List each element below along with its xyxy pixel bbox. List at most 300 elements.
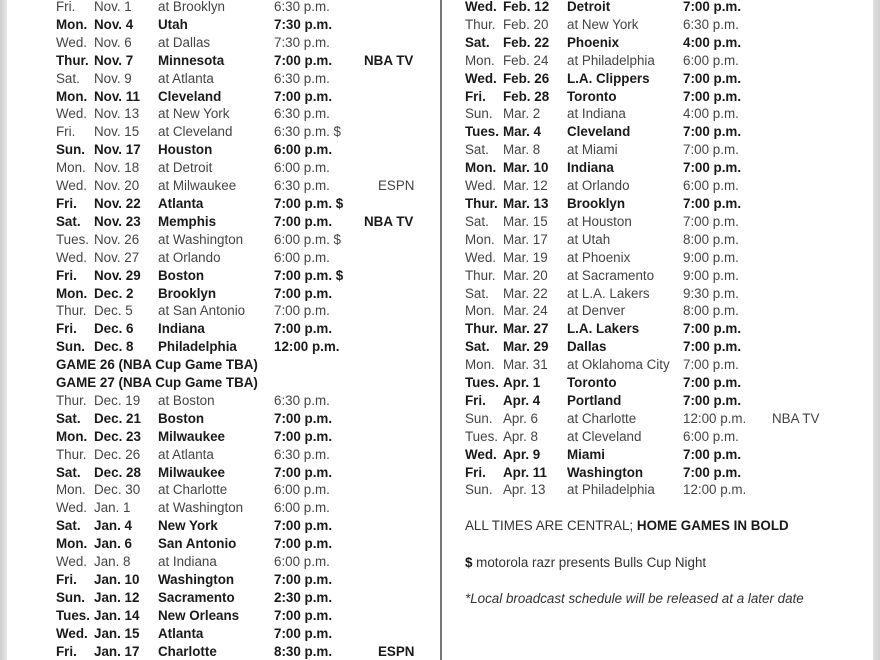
game-time: 7:00 p.m.	[274, 285, 333, 301]
game-date: Jan. 15	[94, 625, 140, 641]
game-time: 7:00 p.m. $	[274, 267, 344, 283]
game-opponent: at Sacramento	[567, 267, 655, 283]
game-day: Fri.	[56, 643, 77, 659]
game-row-away	[56, 446, 436, 464]
game-time: 6:00 p.m.	[683, 178, 739, 194]
game-date: Dec. 5	[94, 303, 133, 319]
game-day: Mon.	[56, 536, 88, 552]
game-time: 6:00 p.m.	[274, 249, 330, 265]
game-opponent: Charlotte	[158, 643, 217, 659]
column-divider	[440, 0, 442, 660]
game-date: Feb. 26	[503, 70, 550, 86]
game-time: 7:00 p.m.	[683, 464, 742, 480]
game-time: 7:00 p.m.	[274, 303, 330, 319]
game-row-home	[56, 589, 436, 607]
game-opponent: at Philadelphia	[567, 482, 655, 498]
game-date: Jan. 12	[94, 589, 140, 605]
game-row-away	[465, 267, 865, 285]
game-opponent: Houston	[158, 142, 213, 158]
game-row-home	[465, 195, 865, 213]
game-time: 6:00 p.m.	[274, 482, 330, 498]
game-day: Sat.	[56, 70, 80, 86]
game-time: 12:00 p.m.	[274, 339, 340, 355]
game-date: Nov. 26	[94, 231, 140, 247]
game-row-away	[56, 34, 436, 52]
tba-note-game-26: GAME 26 (NBA Cup Game TBA)	[56, 357, 258, 373]
game-row-away	[56, 481, 436, 499]
game-day: Tues.	[465, 428, 498, 444]
game-time: 7:00 p.m.	[683, 339, 742, 355]
game-opponent: Washington	[567, 464, 644, 480]
game-date: Jan. 6	[94, 536, 132, 552]
game-opponent: at Phoenix	[567, 249, 631, 265]
game-row-home	[465, 88, 865, 106]
page-edge-right	[873, 0, 880, 660]
game-date: Feb. 28	[503, 88, 550, 104]
game-opponent: at Orlando	[158, 249, 221, 265]
game-date: Jan. 1	[94, 500, 131, 516]
game-date: Mar. 24	[503, 303, 548, 319]
game-row-away	[465, 105, 865, 123]
game-opponent: L.A. Clippers	[567, 70, 650, 86]
game-row-away	[56, 392, 436, 410]
game-row-home	[465, 338, 865, 356]
game-date: Nov. 17	[94, 142, 141, 158]
game-date: Dec. 30	[94, 482, 141, 498]
game-row-home	[465, 34, 865, 52]
schedule-list-nov-dec	[56, 0, 436, 356]
game-tv-network: ESPN	[378, 178, 415, 194]
game-time: 6:30 p.m.	[274, 392, 330, 408]
game-day: Tues.	[56, 231, 89, 247]
game-time: 6:00 p.m.	[683, 428, 739, 444]
game-opponent: at Boston	[158, 392, 215, 408]
game-date: Nov. 13	[94, 106, 140, 122]
game-date: Mar. 8	[503, 142, 541, 158]
game-time: 7:00 p.m.	[683, 446, 742, 462]
game-row-home	[56, 141, 436, 159]
game-time: 4:00 p.m.	[683, 34, 742, 50]
game-row-away	[56, 123, 436, 141]
game-day: Thur.	[465, 267, 496, 283]
game-day: Mon.	[465, 52, 495, 68]
game-opponent: New Orleans	[158, 607, 240, 623]
game-opponent: at Dallas	[158, 34, 211, 50]
game-time: 7:00 p.m.	[274, 321, 333, 337]
game-tv-network: ESPN	[378, 643, 415, 659]
game-time: 8:00 p.m.	[683, 303, 739, 319]
game-row-home	[465, 0, 865, 16]
game-day: Fri.	[465, 464, 486, 480]
game-time: 6:30 p.m.	[274, 106, 330, 122]
game-time: 6:30 p.m.	[274, 446, 330, 462]
game-day: Sat.	[465, 285, 489, 301]
game-opponent: at Philadelphia	[567, 52, 655, 68]
game-date: Nov. 7	[94, 52, 134, 68]
game-date: Apr. 6	[503, 410, 538, 426]
game-opponent: Dallas	[567, 339, 607, 355]
schedule-list-dec-jan	[56, 392, 436, 660]
game-opponent: Boston	[158, 267, 205, 283]
game-time: 7:00 p.m.	[683, 195, 742, 211]
game-time: 7:00 p.m.	[683, 124, 742, 140]
game-day: Sun.	[465, 410, 493, 426]
game-opponent: Minnesota	[158, 52, 225, 68]
game-time: 4:00 p.m.	[683, 106, 739, 122]
game-opponent: at Washington	[158, 500, 244, 516]
game-opponent: San Antonio	[158, 536, 237, 552]
game-date: Mar. 29	[503, 339, 549, 355]
game-row-away	[56, 249, 436, 267]
game-day: Thur.	[465, 321, 498, 337]
game-date: Nov. 18	[94, 160, 140, 176]
game-date: Nov. 4	[94, 16, 134, 32]
game-date: Mar. 4	[503, 124, 541, 140]
game-day: Tues.	[465, 375, 499, 391]
game-opponent: at Denver	[567, 303, 626, 319]
game-time: 12:00 p.m.	[683, 410, 747, 426]
game-day: Thur.	[56, 303, 87, 319]
game-time: 7:00 p.m.	[274, 625, 333, 641]
game-row-away	[56, 231, 436, 249]
game-opponent: at Milwaukee	[158, 178, 237, 194]
game-opponent: at Cleveland	[158, 124, 233, 140]
game-date: Jan. 17	[94, 643, 140, 659]
game-row-home	[56, 571, 436, 589]
schedule-column-left	[56, 0, 436, 660]
game-day: Mon.	[56, 16, 88, 32]
game-day: Fri.	[56, 124, 76, 140]
game-row-away	[56, 177, 436, 195]
game-date: Dec. 28	[94, 464, 141, 480]
game-row-away	[56, 105, 436, 123]
game-row-home	[56, 195, 436, 213]
game-date: Mar. 13	[503, 195, 549, 211]
game-time: 7:00 p.m. $	[274, 195, 344, 211]
game-row-away	[56, 553, 436, 571]
game-day: Wed.	[56, 34, 88, 50]
game-date: Feb. 22	[503, 34, 550, 50]
game-date: Dec. 6	[94, 321, 134, 337]
game-opponent: Atlanta	[158, 625, 204, 641]
game-opponent: at San Antonio	[158, 303, 246, 319]
game-day: Thur.	[56, 446, 87, 462]
game-date: Feb. 12	[503, 0, 550, 14]
game-day: Fri.	[56, 195, 77, 211]
game-day: Fri.	[56, 267, 77, 283]
game-time: 6:30 p.m.	[274, 178, 330, 194]
game-day: Mon.	[465, 303, 495, 319]
game-time: 7:00 p.m.	[274, 410, 333, 426]
game-row-home	[56, 88, 436, 106]
game-opponent: Memphis	[158, 213, 217, 229]
game-opponent: Atlanta	[158, 195, 204, 211]
game-time: 2:30 p.m.	[274, 589, 333, 605]
game-time: 8:30 p.m.	[274, 643, 333, 659]
game-row-home	[56, 338, 436, 356]
game-row-away	[56, 159, 436, 177]
game-date: Nov. 23	[94, 213, 141, 229]
game-time: 7:00 p.m.	[683, 0, 742, 14]
game-time: 7:00 p.m.	[683, 392, 742, 408]
game-date: Jan. 8	[94, 554, 131, 570]
game-opponent: Milwaukee	[158, 428, 225, 444]
broadcast-note: *Local broadcast schedule will be released at a later date	[465, 591, 804, 606]
game-time: 7:00 p.m.	[274, 518, 333, 534]
game-time: 7:00 p.m.	[274, 464, 333, 480]
game-row-away	[465, 213, 865, 231]
game-day: Wed.	[56, 554, 88, 570]
game-time: 7:00 p.m.	[274, 52, 333, 68]
game-row-home	[465, 464, 865, 482]
game-opponent: Boston	[158, 410, 205, 426]
game-time: 12:00 p.m.	[683, 482, 747, 498]
game-date: Jan. 14	[94, 607, 140, 623]
game-date: Nov. 15	[94, 124, 140, 140]
game-opponent: at Oklahoma City	[567, 357, 670, 373]
game-row-home	[56, 410, 436, 428]
game-day: Sat.	[465, 34, 490, 50]
page-edge-left	[0, 0, 7, 660]
game-opponent: Detroit	[567, 0, 611, 14]
game-date: Apr. 8	[503, 428, 538, 444]
game-day: Wed.	[465, 446, 497, 462]
game-day: Wed.	[56, 178, 88, 194]
game-row-home	[56, 285, 436, 303]
game-row-home	[465, 392, 865, 410]
game-time: 7:00 p.m.	[274, 536, 333, 552]
game-row-home	[465, 446, 865, 464]
game-time: 7:00 p.m.	[683, 213, 739, 229]
game-row-home	[465, 70, 865, 88]
game-row-away	[465, 356, 865, 374]
game-row-away	[465, 177, 865, 195]
game-opponent: at Brooklyn	[158, 0, 225, 14]
game-time: 6:00 p.m.	[274, 160, 330, 176]
game-day: Mon.	[465, 357, 495, 373]
game-date: Mar. 19	[503, 249, 548, 265]
game-opponent: at Indiana	[567, 106, 626, 122]
game-opponent: Phoenix	[567, 34, 620, 50]
game-date: Apr. 9	[503, 446, 541, 462]
game-time: 6:00 p.m.	[274, 554, 330, 570]
game-time: 6:30 p.m.	[274, 0, 330, 14]
game-day: Fri.	[56, 0, 76, 14]
game-time: 6:00 p.m.	[683, 52, 739, 68]
game-date: Nov. 27	[94, 249, 140, 265]
game-day: Wed.	[56, 249, 88, 265]
game-day: Fri.	[465, 392, 486, 408]
game-date: Dec. 23	[94, 428, 141, 444]
game-opponent: at Atlanta	[158, 446, 214, 462]
game-date: Nov. 1	[94, 0, 132, 14]
game-time: 6:30 p.m.	[683, 16, 739, 32]
game-opponent: at Charlotte	[158, 482, 228, 498]
game-opponent: Toronto	[567, 88, 617, 104]
game-day: Mon.	[56, 160, 86, 176]
game-row-home	[56, 52, 436, 70]
game-date: Dec. 19	[94, 392, 141, 408]
game-day: Thur.	[56, 392, 87, 408]
game-opponent: Washington	[158, 572, 235, 587]
game-date: Apr. 4	[503, 392, 541, 408]
game-date: Feb. 20	[503, 16, 549, 32]
game-day: Wed.	[465, 249, 497, 265]
game-day: Fri.	[465, 88, 486, 104]
game-row-away	[56, 499, 436, 517]
game-date: Feb. 24	[503, 52, 549, 68]
game-row-home	[465, 159, 865, 177]
game-row-away	[465, 231, 865, 249]
game-date: Apr. 13	[503, 482, 546, 498]
game-day: Mon.	[56, 482, 86, 498]
game-time: 7:00 p.m.	[683, 375, 742, 391]
game-opponent: Philadelphia	[158, 339, 237, 355]
game-opponent: Brooklyn	[158, 285, 217, 301]
times-legend	[465, 518, 865, 533]
game-day: Wed.	[56, 625, 88, 641]
game-row-home	[56, 428, 436, 446]
game-opponent: at Detroit	[158, 160, 213, 176]
game-day: Sun.	[56, 142, 86, 158]
game-opponent: at Washington	[158, 231, 244, 247]
game-day: Wed.	[56, 500, 88, 516]
game-opponent: Toronto	[567, 375, 617, 391]
game-time: 6:30 p.m. $	[274, 124, 341, 140]
game-opponent: Utah	[158, 16, 188, 32]
game-day: Mon.	[465, 160, 497, 176]
game-day: Fri.	[56, 321, 77, 337]
game-row-away	[465, 302, 865, 320]
game-date: Mar. 27	[503, 321, 549, 337]
game-date: Dec. 26	[94, 446, 141, 462]
tba-note-game-27: GAME 27 (NBA Cup Game TBA)	[56, 375, 258, 391]
game-time: 7:30 p.m.	[274, 16, 333, 32]
game-day: Sat.	[465, 339, 490, 355]
game-row-away	[465, 410, 865, 428]
game-date: Nov. 29	[94, 267, 141, 283]
game-tv-network: NBA TV	[364, 52, 414, 68]
game-opponent: Portland	[567, 392, 622, 408]
game-opponent: at Charlotte	[567, 410, 637, 426]
game-date: Nov. 20	[94, 178, 140, 194]
game-time: 6:30 p.m.	[274, 70, 330, 86]
game-row-away	[56, 70, 436, 88]
game-day: Mon.	[465, 231, 495, 247]
game-time: 7:00 p.m.	[683, 160, 742, 176]
game-opponent: at New York	[567, 16, 639, 32]
game-day: Wed.	[465, 178, 497, 194]
game-date: Apr. 1	[503, 375, 541, 391]
game-date: Apr. 11	[503, 464, 547, 480]
game-row-away	[465, 285, 865, 303]
game-date: Jan. 10	[94, 572, 140, 587]
game-date: Jan. 4	[94, 518, 132, 534]
game-row-away	[56, 302, 436, 320]
game-day: Thur.	[465, 195, 498, 211]
game-row-home	[56, 213, 436, 231]
game-day: Wed.	[56, 106, 88, 122]
game-time: 7:00 p.m.	[274, 88, 333, 104]
game-time: 9:00 p.m.	[683, 249, 739, 265]
game-row-home	[56, 625, 436, 643]
game-day: Sat.	[465, 213, 489, 229]
game-time: 7:00 p.m.	[683, 357, 739, 373]
game-row-away	[465, 428, 865, 446]
game-opponent: at Cleveland	[567, 428, 642, 444]
game-row-home	[56, 464, 436, 482]
game-day: Sat.	[465, 142, 489, 158]
game-day: Mon.	[56, 428, 88, 444]
game-opponent: Cleveland	[567, 124, 631, 140]
game-date: Dec. 21	[94, 410, 141, 426]
game-row-home	[56, 643, 436, 660]
game-day: Wed.	[465, 0, 497, 14]
game-row-home	[56, 535, 436, 553]
game-opponent: at Utah	[567, 231, 611, 247]
game-row-home	[56, 16, 436, 34]
game-day: Sun.	[56, 589, 86, 605]
game-row-home	[56, 517, 436, 535]
game-time: 7:30 p.m.	[274, 34, 330, 50]
game-date: Mar. 22	[503, 285, 548, 301]
game-day: Sat.	[56, 410, 81, 426]
game-day: Sun.	[465, 482, 493, 498]
game-day: Sat.	[56, 213, 81, 229]
game-date: Mar. 20	[503, 267, 548, 283]
game-day: Sun.	[56, 339, 86, 355]
game-tv-network: NBA TV	[364, 213, 414, 229]
game-date: Mar. 12	[503, 178, 548, 194]
game-date: Nov. 22	[94, 195, 141, 211]
game-time: 7:00 p.m.	[683, 88, 742, 104]
game-row-away	[465, 52, 865, 70]
game-time: 7:00 p.m.	[274, 607, 333, 623]
game-date: Nov. 11	[94, 88, 140, 104]
game-row-home	[465, 123, 865, 141]
game-date: Dec. 2	[94, 285, 134, 301]
game-day: Tues.	[465, 124, 499, 140]
game-date: Mar. 31	[503, 357, 548, 373]
times-note: ALL TIMES ARE CENTRAL;	[465, 518, 637, 533]
game-opponent: at New York	[158, 106, 230, 122]
schedule-column-right	[465, 0, 865, 499]
game-date: Nov. 9	[94, 70, 132, 86]
game-row-home	[465, 320, 865, 338]
game-opponent: at Atlanta	[158, 70, 214, 86]
game-day: Sat.	[56, 518, 81, 534]
game-date: Mar. 15	[503, 213, 548, 229]
game-time: 7:00 p.m.	[683, 321, 742, 337]
game-row-home	[465, 374, 865, 392]
game-time: 6:00 p.m.	[274, 500, 330, 516]
game-date: Nov. 6	[94, 34, 132, 50]
game-day: Mon.	[56, 88, 88, 104]
promo-legend	[465, 555, 865, 570]
game-tv-network: NBA TV	[772, 410, 820, 426]
home-games-note: HOME GAMES IN BOLD	[636, 518, 789, 533]
schedule-list-feb-apr	[465, 0, 865, 499]
game-opponent: Brooklyn	[567, 195, 626, 211]
game-opponent: L.A. Lakers	[567, 321, 640, 337]
game-row-away	[465, 141, 865, 159]
game-opponent: Miami	[567, 446, 605, 462]
game-day: Thur.	[465, 16, 496, 32]
game-opponent: at L.A. Lakers	[567, 285, 650, 301]
game-opponent: Indiana	[567, 160, 614, 176]
game-time: 7:00 p.m.	[274, 572, 333, 587]
game-row-home	[56, 320, 436, 338]
